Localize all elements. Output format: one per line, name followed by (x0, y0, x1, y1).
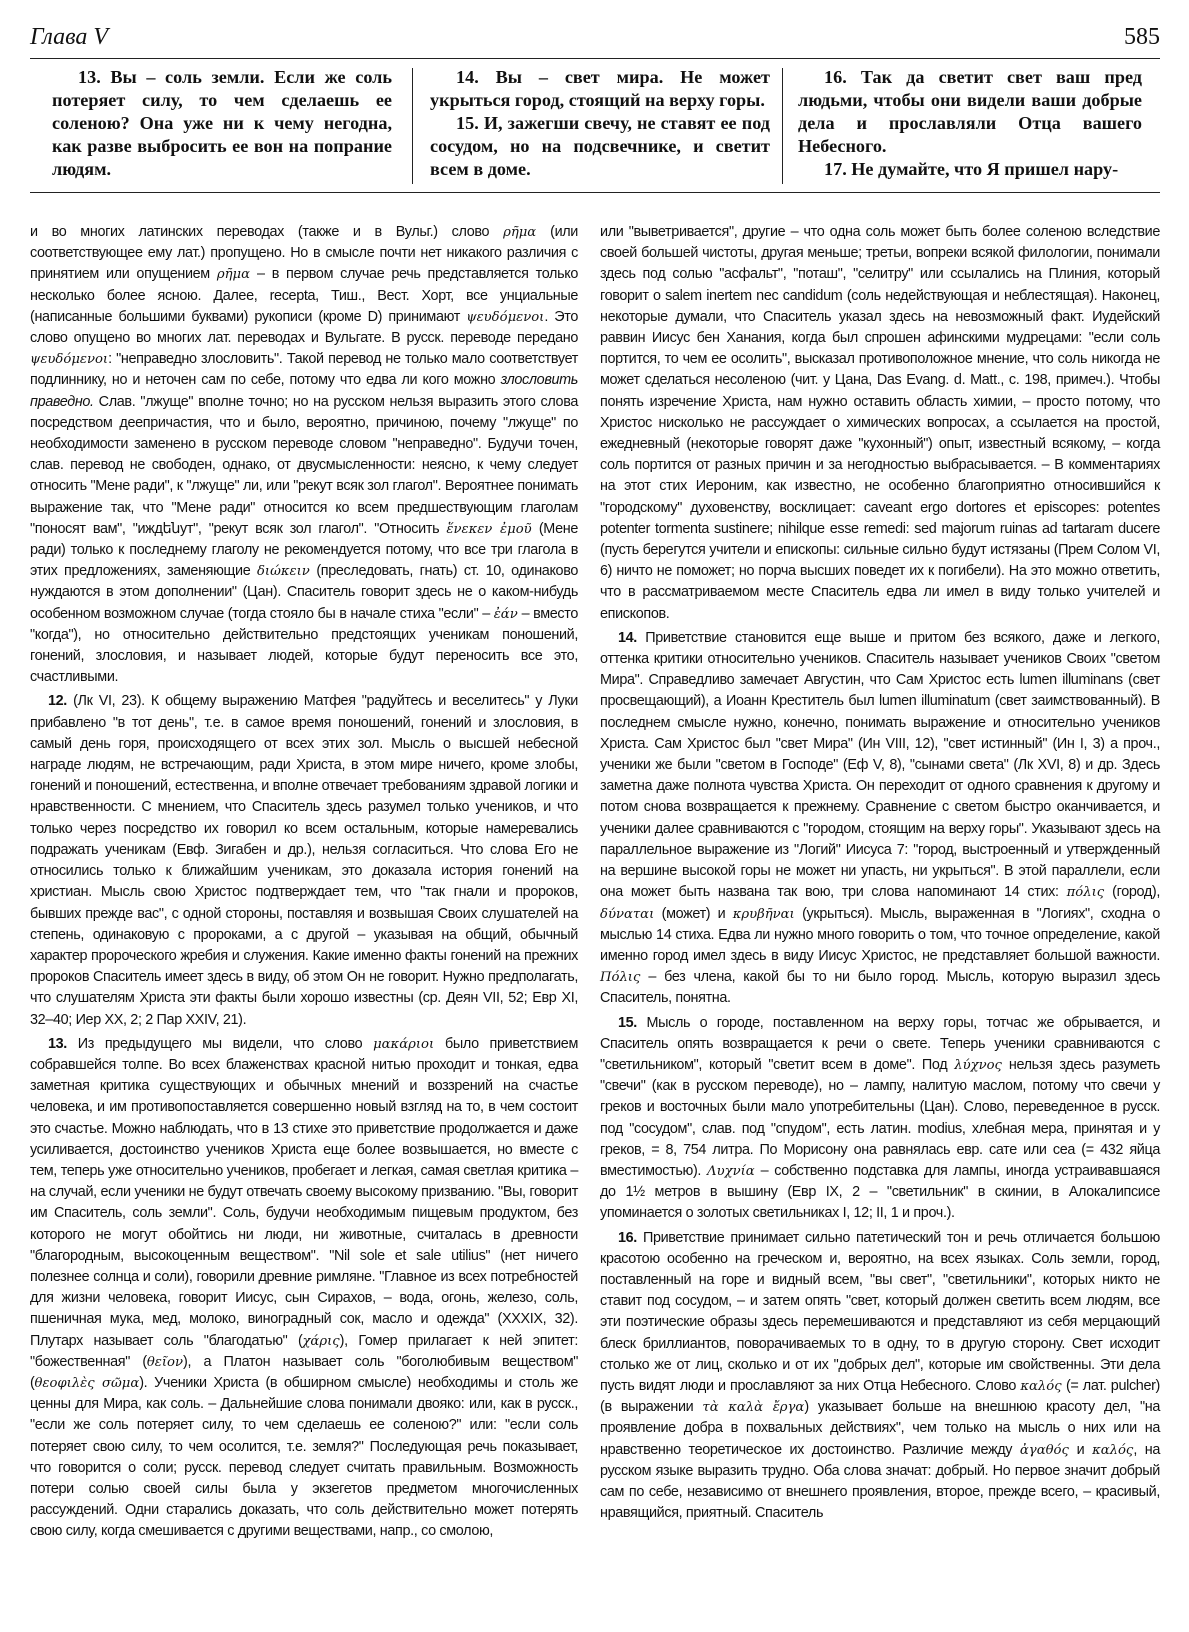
commentary-paragraph-16: 16. Приветствие принимает сильно патетический тон и речь отличается большою красотою особенно на греческом и, вероятно, на всех языках. Соль земли, город, поставленный на горе и видный всем, "вы свет", "светильники", которых никто не ставит под сосудом, – и затем опять "свет, который должен светить всем людям, все эти поэтические образы здесь перемешиваются и представляют из себя мерцающий блеск бриллиантов, поворачиваемых то в одну, то в другую сторону. Свет исходит столько же от лиц, сколько и от их "добрых дел", которые им свойственны. Эти дела пусть видят люди и прославляют за них Отца Небесного. Слово καλός (= лат. pulcher) (в выражении τὰ καλὰ ἔργα) указывает больше на внешнюю красоту дел, "на проявление добра в похвальных действиях", чем только на мысль о них или на нравственно теоретическое их достоинство. Различие между ἀγαθός и καλός, на русском языке выразить трудно. Оба слова значат: добрый. Но первое значит добрый сам по себе, независимо от внешнего проявления, второе, прежде всего, – красивый, нравящийся, приятный. Спаситель (600, 1229, 1160, 1522)
commentary-paragraph-14: 14. Приветствие становится еще выше и притом без всякого, даже и легкого, оттенка критики относительно учеников. Спаситель называет учеников Своих "светом Мира". Справедливо замечает Августин, что Сам Христос есть lumen illuminans (свет просвещающий), а Иоанн Креститель был lumen illuminatum (свет заимствованный). В последнем смысле нужно, конечно, понимать выражение и относительно учеников Христа. Сам Христос был "свет Мира" (Ин VIII, 12), "свет истинный" (Ин I, 3) а проч., ученики же были "светом в Господе" (Еф V, 8), "сынами света" (Лк XVI, 8) и др. Здесь заметна даже полнота чувства Христа. Он переходит от одного сравнения к другому и потом снова возвращается к прежнему. Сравнение с светом быстро оканчивается, и ученики далее сравниваются с "городом, стоящим на верху горы". Указывают здесь на параллельное выражение из "Логий" Иисуса 7: "город, выстроенный и утвержденный на вершине высокой горы не может ни упасть, ни укрыться". В этой параллели, если она может быть названа так вою, три слова напоминают 14 стих: πόλις (город), δύναται (может) и κρυβῆναι (укрыться). Мысль, выраженная в "Логиях", сходна о мыслью 14 стиха. Едва ли нужно много говорить о том, что точное определение, какой именно город имел здесь в виду Иисус Христос, не представляет большой важности. Πόλις – без члена, какой бы то ни было город. Мысль, которую выразил здесь Спаситель, понятна. (600, 629, 1161, 1007)
commentary-left-column (30, 222, 578, 1546)
column-divider (782, 68, 783, 184)
page-number: 585 (1124, 24, 1160, 50)
verse-15: 15. И, зажегши свечу, не ставят ее под сосудом, но на подсвечнике, и светит всем в доме. (430, 113, 770, 179)
verse-14: 14. Вы – свет мира. Не может укрыться город, стоящий на верху горы. (430, 67, 770, 110)
commentary-paragraph: или "выветривается", другие – что одна соль может быть более соленою вследствие своей большей чистоты, другая меньше; третьи, вопреки всякой филологии, понимали здесь под солью "асфальт", "поташ", "селитру" или ссылались на Плиния, который говорит о salem inertem nec candidum (соль недействующая и неблестящая). Наконец, некоторые думали, что Спаситель указал здесь на невозможный факт. Иудейский раввин Иисус бен Ханания, когда был спрошен афинскими мудрецами: "если соль портится, то чем ее осолить", высказал противоположное мнение, что соль никогда не может сделаться несоленою (чит. у Цана, Das Evang. d. Matt., с. 198, примеч.). Чтобы понять изречение Христа, нам нужно оставить область химии, – просто потому, что Христос нисколько не рассуждает о химических вопросах, а ссылается на простой, ежедневный (некоторые говорят даже "кухонный") опыт, известный всякому, – когда соль портится от разных причин и за негодностью выбрасывается. – В комментариях на этот стих Иероним, как известно, не особенно благоприятно относившийся к "городскому" духовенству, восклицает: caveant ergo dortores et episcopes: potentes potenter tormenta sustinere; nihilque esse remedi: sed majorum ruinas ad tartaram ducere (пусть берегутся учители и епископы: сильные сильно будут истязаны (Прем Солом VI, 6) ничто не поможет; но порча высших поведет их к погибели). На это можно ответить, что в рассматриваемом месте Спаситель едва ли имел в виду только учителей и епископов. (600, 224, 1160, 622)
verse-16: 16. Так да светит свет ваш пред людьми, чтобы они видели ваши добрые дела и прославляли Отца вашего Небесного. (798, 67, 1142, 156)
column-divider (412, 68, 413, 184)
verse-column-3 (798, 66, 1142, 181)
scripture-verses-block (30, 62, 1160, 193)
commentary-paragraph-13: 13. Из предыдущего мы видели, что слово μακάριοι было приветствием собравшейся толпе. Во всех блаженствах красной нитью проходит и тонкая, едва заметная критика существующих и обычных мнений и воззрений на счастье человека, и им противопоставляется совершенно новый взгляд на то, в чем состоит это счастье. Можно наблюдать, что в 13 стихе это приветствие продолжается и даже усиливается, достоинство учеников Христа еще более возвышается, но вместе с тем, теперь уже относительно учеников, пробегает и легкая, самая светлая критика – на случай, если ученики не будут отвечать своему высокому призванию. "Вы, говорит им Спаситель, соль земли". Соль, будучи необходимым пищевым продуктом, без которого не могут обойтись ни люди, ни животные, считалась в древности "благородным, высокоценным веществом". "Nil sole et sale utilius" (нет ничего полезнее солнца и соли), говорили древние римляне. "Главное из всех потребностей для жизни человека, говорит Иисус, сын Сирахов, – вода, огонь, железо, соль, пшеничная мука, мед, молоко, виноградный сок, масло и одежда" (XXXIX, 32). Плутарх называет соль "благодатью" (χάρις), Гомер прилагает к ней эпитет: "божественная" (θεῖον), а Платон называет соль "боголюбивым веществом" (θεοφιλὲς σῶμα). Ученики Христа (в обширном смысле) необходимы и столь же ценны для Мира, как соль. – Дальнейшие слова понимали двояко: или, как в русск., "если же соль потеряет силу, то чем сделаешь ее соленою?" или: "если соль потеряет свою силу, то чем осолится, т.е. земля?" Последующая речь показывает, что говорится о соли; русск. перевод следует считать правильным. Возможность потери солью своей силы была у экзегетов предметом многочисленных рассуждений. Одни старались доказать, что соль действительно может потерять свою силу, когда смешивается с другими веществами, напр., со смолою, (30, 1035, 578, 1540)
chapter-title: Глава V (30, 24, 109, 50)
verse-column-1 (52, 66, 392, 181)
verse-17: 17. Не думайте, что Я пришел нару- (824, 159, 1119, 179)
running-head (30, 18, 1160, 59)
commentary-right-column (600, 222, 1160, 1527)
commentary-paragraph: и во многих латинских переводах (также и в Вульг.) слово ρῆμα (или соответствующее ему лат.) пропущено. Но в смысле почти нет никакого различия с принятием или опущением ρῆμα – в первом случае речь представляется только несколько более ясною. Далее, receptа, Тиш., Вест. Хорт, все унциальные (написанные большими буквами) рукописи (кроме D) принимают ψευδόμενοι. Это слово опущено во многих лат. переводах и Вульгате. В русск. переводе передано ψευδόμενοι: "неправедно злословить". Такой перевод не только мало соответствует подлиннику, но и неточен сам по себе, потому что едва ли кого можно злословить праведно. Слав. "лжуще" вполне точно; но на русском нельзя выразить этого слова посредством деепричастия, что и было, вероятно, причиною, почему "лжуще" по необходимости заменено в русском переводе словом "неправедно". Будучи точен, слав. перевод не свободен, однако, от двусмысленности: неясно, к чему следует относить "Мене ради", к "лжуще" ли, или "рекут всяк зол глагол". Вероятнее понимать выражение так, что "Мене ради" относится ко всем предшествующим глаголам "поносят вам", "иждենут", "рекут всяк зол глагол". "Относить ἕνεκεν ἐμοῦ (Мене ради) только к последнему глаголу не рекомендуется потому, что все три глагола в этих предложениях, заменяющие διώκειν (преследовать, гнать) ст. 10, одинаково нуждаются в этом дополнении" (Цан). Спаситель говорит здесь не о каком-нибудь особенном возможном случае (тогда стояло бы в начале стиха "если" – ἐάν – вместо "когда"), но относительно действительно предстоящих ученикам поношений, гонений, злословия, и называет людей, которые будут переносить все это, счастливыми. (30, 224, 578, 686)
commentary-paragraph-12: 12. (Лк VI, 23). К общему выражению Матфея "радуйтесь и веселитесь" у Луки прибавлено "в тот день", т.е. в самое время поношений, гонений и злословия, в самый день горя, происходящего от всех этих зол. Мысль о высшей небесной награде людям, не встречающим, ради Христа, в этом мире ничего, кроме злобы, гонений и поношений, естественна, и вполне отвечает требованиям здравой логики и нравственности. С мнением, что Спаситель здесь разумел только учеников, и что только через посредство их говорил ко всем остальным, которые намеревались подражать ученикам (Евф. Зигабен и др.), нельзя согласиться. Что слова Его не относились только к ближайшим ученикам, это доказала история гонений на христиан. Мысль свою Христос подтверждает тем, что "так гнали и пророков, бывших прежде вас", с одной стороны, поставляя и возвышая Своих слушателей на степень, одинаковую с пророками, а с другой – указывая на общий, обычный характер пророческого жребия и служения. Какие именно факты гонений на прежних пророков Спаситель имеет здесь в виду, об этом Он не говорит. Нужно предполагать, что слушателям Христа эти факты были хорошо известны (ср. Деян VII, 52; Евр XI, 32–40; Иер XX, 2; 2 Пар XXIV, 21). (30, 693, 578, 1028)
commentary-paragraph-15: 15. Мысль о городе, поставленном на верху горы, тотчас же обрывается, и Спаситель опять возвращается к речи о свете. Теперь ученики сравниваются с "светильником", который "светит всем в доме". Под λύχνος нельзя здесь разуметь "свечи" (как в русском переводе), но – лампу, налитую маслом, потому что свечи у греков и восточных были мало употребительны (Цан). Слово, переведенное в русск. под "сосудом", слав. под "спудом", есть латин. modius, хлебная мера, принятая и у греков, = 8, 754 литра. По Морисону она равнялась евр. сате или сеа (= 432 яйца вместимостью). Λυχνία – собственно подставка для лампы, иногда устраивавшаяся до 1½ метров в вышину (Евр IX, 2 – "светильник" в скинии, в Алокалипсисе упоминается о золотых светильниках I, 12; II, 1 и проч.). (600, 1014, 1160, 1222)
verse-13: 13. Вы – соль земли. Если же соль потеряет силу, то чем сделаешь ее соленою? Она уже ни к чему негодна, как разве выбросить ее вон на попрание людям. (52, 67, 392, 179)
verse-column-2 (430, 66, 770, 181)
